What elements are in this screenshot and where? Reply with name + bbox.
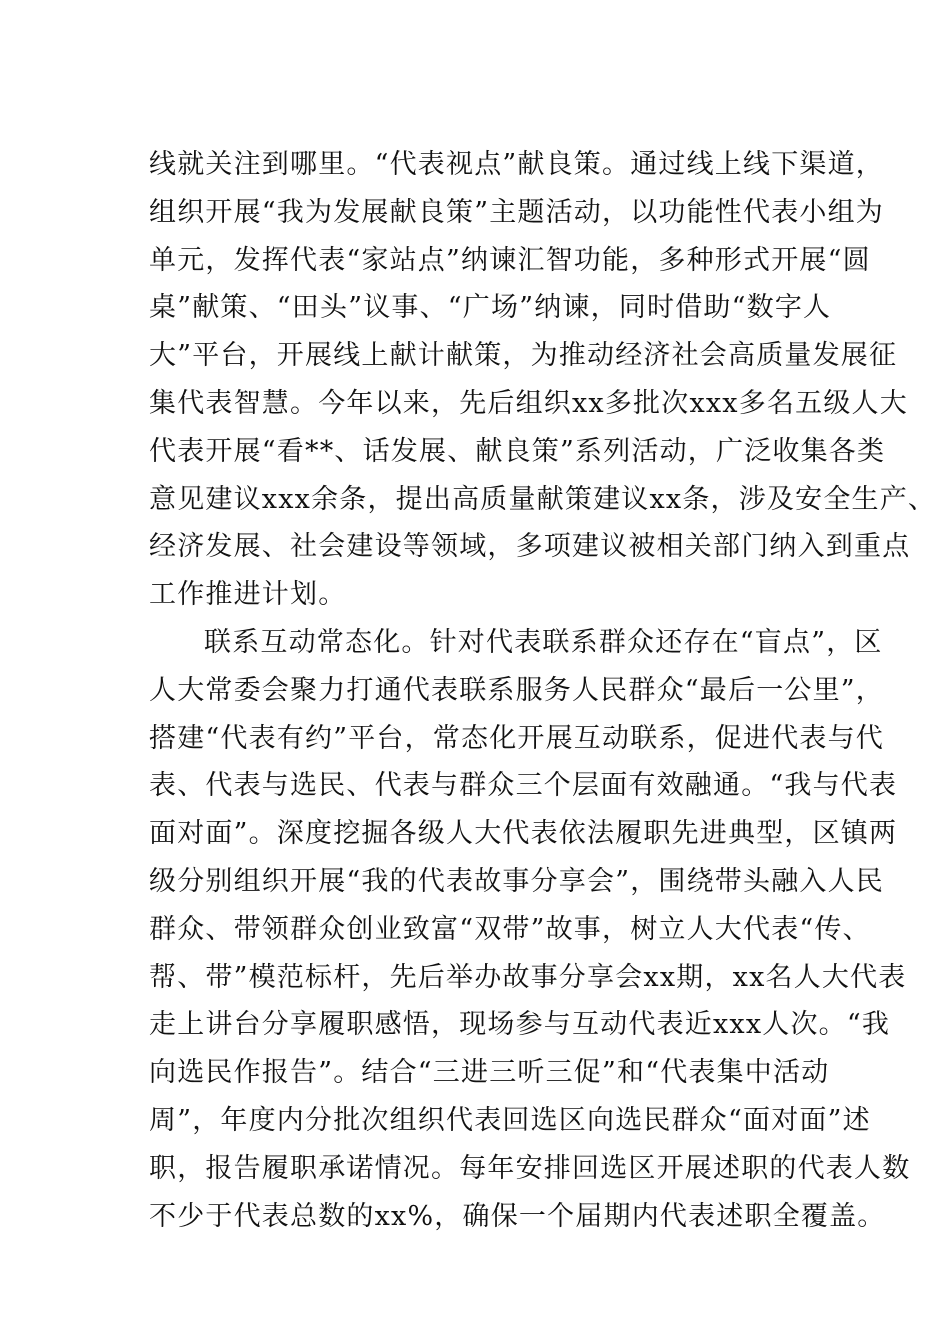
text-line: 代表开展“看**、话发展、献良策”系列活动，广泛收集各类 [149,435,886,467]
text-line: 帮、带”模范标杆，先后举办故事分享会xx期，xx名人大代表 [149,961,907,993]
text-line: 线就关注到哪里。“代表视点”献良策。通过线上线下渠道， [149,149,885,180]
text-line: 经济发展、社会建设等领域，多项建议被相关部门纳入到重点 [149,531,911,563]
text-line: 表、代表与选民、代表与群众三个层面有效融通。“我与代表 [149,770,898,802]
text-line: 组织开展“我为发展献良策”主题活动，以功能性代表小组为 [149,196,885,228]
text-line: 向选民作报告”。结合“三进三听三促”和“代表集中活动 [149,1057,830,1089]
text-line: 意见建议xxx余条，提出高质量献策建议xx条，涉及安全生产、 [149,483,937,515]
text-line: 单元，发挥代表“家站点”纳谏汇智功能，多种形式开展“圆 [149,244,871,276]
text-line: 大”平台，开展线上献计献策，为推动经济社会高质量发展征 [149,340,898,372]
paragraph-2 [149,619,911,1240]
text-line: 周”，年度内分批次组织代表回选区向选民群众“面对面”述 [149,1104,871,1136]
text-line: 搭建“代表有约”平台，常态化开展互动联系，促进代表与代 [149,722,885,754]
text-line: 人大常委会聚力打通代表联系服务人民群众“最后一公里”， [149,674,885,706]
text-line: 职，报告履职承诺情况。每年安排回选区开展述职的代表人数 [149,1152,911,1184]
text-line: 工作推进计划。 [149,579,347,611]
text-line: 桌”献策、“田头”议事、“广场”纳谏，同时借助“数字人 [149,292,832,324]
document-body [149,141,937,1240]
text-line: 面对面”。深度挖掘各级人大代表依法履职先进典型，区镇两 [149,818,898,850]
text-line: 集代表智慧。今年以来，先后组织xx多批次xxx多名五级人大 [149,387,908,419]
text-line: 级分别组织开展“我的代表故事分享会”，围绕带头融入人民 [149,865,885,897]
text-line: 不少于代表总数的xx%，确保一个届期内代表述职全覆盖。 [149,1200,886,1232]
paragraph-1 [149,141,937,619]
text-line: 走上讲台分享履职感悟，现场参与互动代表近xxx人次。“我 [149,1009,891,1041]
text-line: 群众、带领群众创业致富“双带”故事，树立人大代表“传、 [149,913,871,945]
text-line: 联系互动常态化。针对代表联系群众还存在“盲点”，区 [204,626,883,658]
